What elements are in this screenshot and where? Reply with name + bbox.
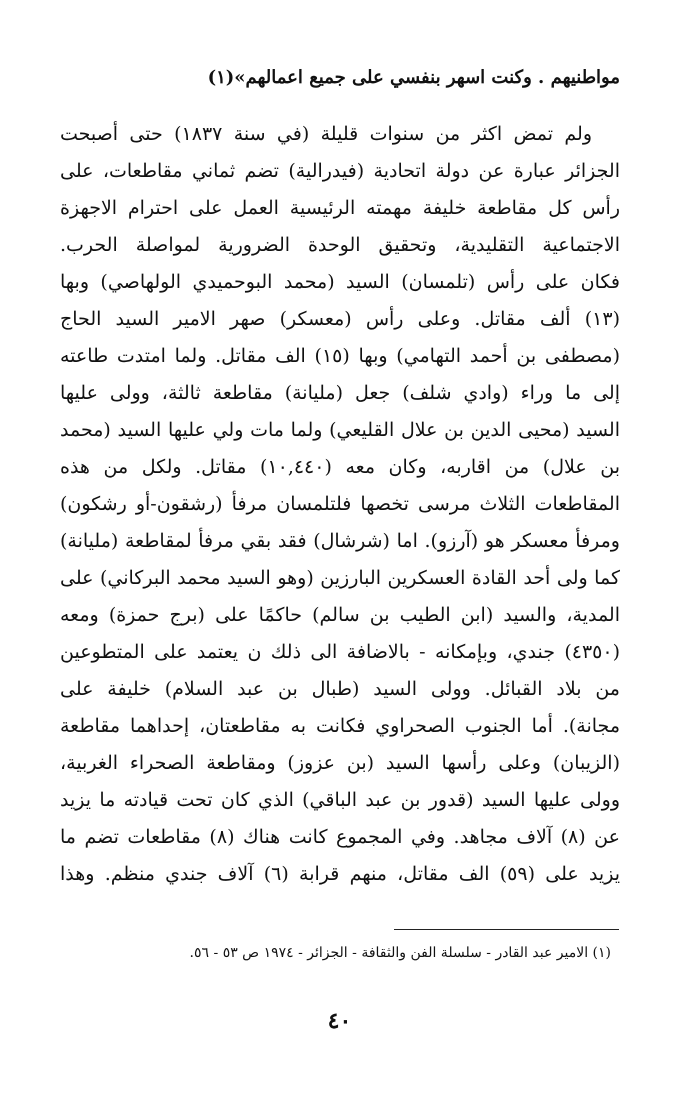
footnote-divider xyxy=(394,929,619,930)
text-line-15: المدية، والسيد (ابن الطيب بن سالم) حاكمًا على (برج حمزة) ومعه xyxy=(60,604,620,626)
text-line-10: السيد (محيى الدين بن علال القليعي) ولما مات ولي عليها السيد (محمد xyxy=(60,419,620,441)
text-line-8: (مصطفى بن أحمد التهامي) وبها (١٥) الف مقاتل. ولما امتدت طاعته xyxy=(60,345,620,367)
text-line-2: ولم تمض اكثر من سنوات قليلة (في سنة ١٨٣٧) حتى أصبحت xyxy=(60,123,593,145)
text-line-22: يزيد على (٥٩) الف مقاتل، منهم قرابة (٦) آلاف جندي منظم. وهذا xyxy=(60,863,620,885)
text-line-7: (١٣) ألف مقاتل. وعلى رأس (معسكر) صهر الامير السيد الحاج xyxy=(60,308,620,330)
text-line-18: مجانة). أما الجنوب الصحراوي فكانت به مقاطعتان، إحداهما مقاطعة xyxy=(60,715,620,737)
page-number: ٤٠ xyxy=(327,1008,352,1034)
text-line-6: فكان على رأس (تلمسان) السيد (محمد البوحميدي الولهاصي) وبها xyxy=(60,271,620,293)
text-line-16: (٤٣٥٠) جندي، وبإمكانه - بالاضافة الى ذلك ن يعتمد على المتطوعين xyxy=(60,641,620,663)
text-line-21: عن (٨) آلاف مجاهد. وفي المجموع كانت هناك (٨) مقاطعات تضم ما xyxy=(60,826,620,848)
text-line-3: الجزائر عبارة عن دولة اتحادية (فيدرالية) تضم ثماني مقاطعات، على xyxy=(60,160,620,182)
text-line-11: بن علال) من اقاربه، وكان معه (١٠,٤٤٠) مقاتل. ولكل من هذه xyxy=(60,456,620,478)
text-line-4: رأس كل مقاطعة خليفة مهمته الرئيسية العمل على احترام الاجهزة xyxy=(60,197,620,219)
text-line-17: من بلاد القبائل. وولى السيد (طبال بن عبد السلام) خليفة على xyxy=(60,678,620,700)
text-line-12: المقاطعات الثلاث مرسى تخصها فلتلمسان مرفأ (رشقون-أو رشكون) xyxy=(60,493,620,515)
text-line-9: إلى ما وراء (وادي شلف) جعل (مليانة) مقاطعة ثالثة، وولى عليها xyxy=(60,382,620,404)
footnote: (١) الامير عبد القادر - سلسلة الفن والثقافة - الجزائر - ١٩٧٤ ص ٥٣ - ٥٦. xyxy=(189,945,611,961)
text-line-20: وولى عليها السيد (قدور بن عبد الباقي) الذي كان تحت قيادته ما يزيد xyxy=(60,789,620,811)
text-line-13: ومرفأ معسكر هو (آرزو). اما (شرشال) فقد بقي مرفأ لمقاطعة (مليانة) xyxy=(60,530,620,552)
text-line-14: كما ولى أحد القادة العسكرين البارزين (وهو السيد محمد البركاني) على xyxy=(60,567,620,589)
text-line-5: الاجتماعية التقليدية، وتحقيق الوحدة الضرورية لمواصلة الحرب. xyxy=(60,234,620,256)
text-line-19: (الزيبان) وعلى رأسها السيد (بن عزوز) ومقاطعة الصحراء الغربية، xyxy=(60,752,620,774)
text-line-1: مواطنيهم . وكنت اسهر بنفسي على جميع اعمالهم»(١) xyxy=(207,67,620,88)
